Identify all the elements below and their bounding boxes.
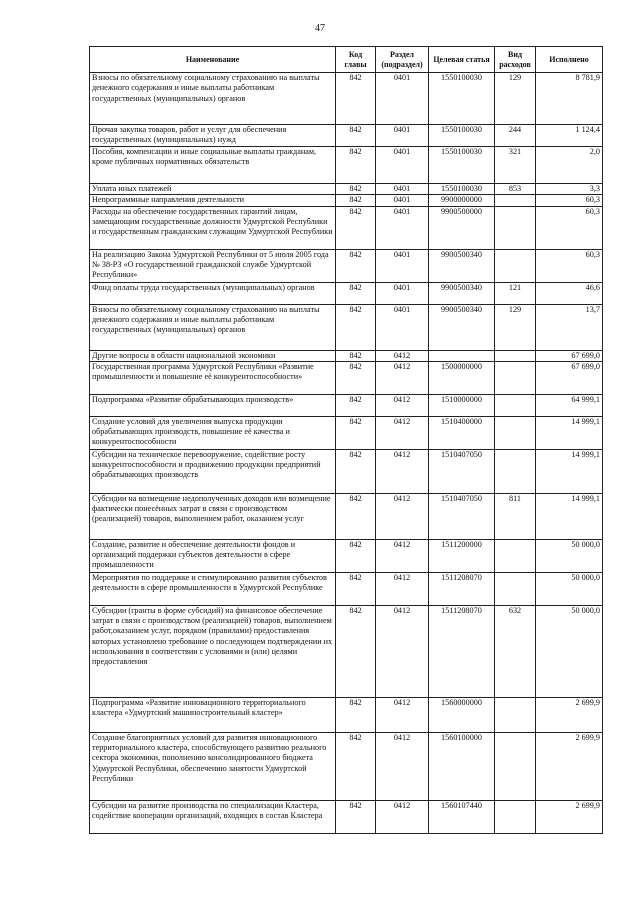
row-amount: 67 699,0 bbox=[536, 350, 603, 361]
table-row bbox=[90, 125, 603, 147]
row-article: 9900500340 bbox=[429, 249, 495, 282]
row-code: 842 bbox=[336, 282, 376, 304]
row-name: Непрограммные направления деятельности bbox=[90, 195, 336, 206]
row-amount: 2 699,9 bbox=[536, 732, 603, 800]
row-code: 842 bbox=[336, 697, 376, 732]
table-row bbox=[90, 195, 603, 206]
row-section: 0412 bbox=[376, 449, 429, 493]
row-type bbox=[495, 206, 536, 249]
row-name: Создание благоприятных условий для развития инновационного территориального кластера, способствующего развитию реального сектора экономики, пополнению консолидированного бюджета Удмуртской Республики, обеспечению занятости Удмуртской Республики bbox=[90, 732, 336, 800]
row-type bbox=[495, 800, 536, 833]
table-row bbox=[90, 394, 603, 416]
row-article: 1510400000 bbox=[429, 416, 495, 449]
table-row bbox=[90, 282, 603, 304]
row-section: 0401 bbox=[376, 125, 429, 147]
table-row bbox=[90, 416, 603, 449]
row-section: 0412 bbox=[376, 800, 429, 833]
row-section: 0412 bbox=[376, 361, 429, 394]
row-code: 842 bbox=[336, 605, 376, 697]
row-code: 842 bbox=[336, 206, 376, 249]
row-code: 842 bbox=[336, 416, 376, 449]
row-type: 244 bbox=[495, 125, 536, 147]
row-name: Пособия, компенсации и иные социальные выплаты гражданам, кроме публичных нормативных обязательств bbox=[90, 147, 336, 184]
row-name: Субсидии (гранты в форме субсидий) на финансовое обеспечение затрат в связи с производством (реализацией) товаров, выполнением работ,оказанием услуг, порядком (правилами) предоставления которых установлено требование о последующем подтверждении их использования в соответствии с условиями и (или) целями предоставления bbox=[90, 605, 336, 697]
row-name: Субсидии на техническое перевооружение, содействие росту конкурентоспособности и продвижению продукции предприятий обрабатывающих производств bbox=[90, 449, 336, 493]
row-name: Создание условий для увеличения выпуска продукции обрабатывающих производств, повышение её качества и конкурентоспособности bbox=[90, 416, 336, 449]
table-row bbox=[90, 249, 603, 282]
row-name: Подпрограмма «Развитие обрабатывающих производств» bbox=[90, 394, 336, 416]
row-code: 842 bbox=[336, 195, 376, 206]
row-code: 842 bbox=[336, 732, 376, 800]
row-amount: 1 124,4 bbox=[536, 125, 603, 147]
row-article: 1510000000 bbox=[429, 394, 495, 416]
header-name: Наименование bbox=[90, 47, 336, 73]
table-header-row bbox=[90, 47, 603, 73]
row-amount: 8 781,9 bbox=[536, 73, 603, 125]
header-section: Раздел (подраздел) bbox=[376, 47, 429, 73]
table-row bbox=[90, 147, 603, 184]
row-type: 853 bbox=[495, 184, 536, 195]
row-type: 321 bbox=[495, 147, 536, 184]
row-code: 842 bbox=[336, 304, 376, 350]
row-name: Подпрограмма «Развитие инновационного территориального кластера «Удмуртский машиностроительный кластер» bbox=[90, 697, 336, 732]
row-article: 9900000000 bbox=[429, 195, 495, 206]
row-name: Фонд оплаты труда государственных (муниципальных) органов bbox=[90, 282, 336, 304]
row-article: 1550100030 bbox=[429, 147, 495, 184]
row-article: 1510407050 bbox=[429, 493, 495, 539]
table-row bbox=[90, 800, 603, 833]
row-section: 0412 bbox=[376, 732, 429, 800]
row-section: 0401 bbox=[376, 73, 429, 125]
row-amount: 2,0 bbox=[536, 147, 603, 184]
table-row bbox=[90, 572, 603, 605]
row-article: 1511208070 bbox=[429, 572, 495, 605]
table-row bbox=[90, 304, 603, 350]
table-row bbox=[90, 697, 603, 732]
table-row bbox=[90, 493, 603, 539]
row-name: Расходы на обеспечение государственных гарантий лицам, замещающим государственные должности Удмуртской Республики и государственным гражданским служащим Удмуртской Республики bbox=[90, 206, 336, 249]
row-name: На реализацию Закона Удмуртской Республики от 5 июля 2005 года № 38-РЗ «О государственной гражданской службе Удмуртской Республики» bbox=[90, 249, 336, 282]
row-amount: 46,6 bbox=[536, 282, 603, 304]
table-row bbox=[90, 350, 603, 361]
table-row bbox=[90, 449, 603, 493]
row-section: 0412 bbox=[376, 394, 429, 416]
row-name: Другие вопросы в области национальной экономики bbox=[90, 350, 336, 361]
row-article bbox=[429, 350, 495, 361]
row-name: Государственная программа Удмуртской Республики «Развитие промышленности и повышение её конкурентоспособности» bbox=[90, 361, 336, 394]
row-amount: 3,3 bbox=[536, 184, 603, 195]
row-type: 811 bbox=[495, 493, 536, 539]
row-code: 842 bbox=[336, 572, 376, 605]
row-type bbox=[495, 572, 536, 605]
row-article: 1550100030 bbox=[429, 184, 495, 195]
row-name: Мероприятия по поддержке и стимулированию развития субъектов деятельности в сфере промышленности в Удмуртской Республике bbox=[90, 572, 336, 605]
row-type: 129 bbox=[495, 73, 536, 125]
row-code: 842 bbox=[336, 184, 376, 195]
row-code: 842 bbox=[336, 394, 376, 416]
row-article: 9900500340 bbox=[429, 304, 495, 350]
page-number: 47 bbox=[315, 23, 325, 34]
row-type bbox=[495, 361, 536, 394]
header-article: Целевая статья bbox=[429, 47, 495, 73]
row-article: 1550100030 bbox=[429, 73, 495, 125]
row-name: Субсидии на развитие производства по специализации Кластера, содействие кооперации организаций, входящих в состав Кластера bbox=[90, 800, 336, 833]
header-amount: Исполнено bbox=[536, 47, 603, 73]
expenditure-table bbox=[89, 46, 603, 834]
row-code: 842 bbox=[336, 147, 376, 184]
row-section: 0412 bbox=[376, 572, 429, 605]
row-section: 0412 bbox=[376, 697, 429, 732]
row-type: 632 bbox=[495, 605, 536, 697]
row-article: 9900500340 bbox=[429, 282, 495, 304]
row-section: 0412 bbox=[376, 493, 429, 539]
header-type: Вид расходов bbox=[495, 47, 536, 73]
row-article: 1560100000 bbox=[429, 732, 495, 800]
table-row bbox=[90, 184, 603, 195]
row-name: Взносы по обязательному социальному страхованию на выплаты денежного содержания и иные выплаты работникам государственных (муниципальных) органов bbox=[90, 304, 336, 350]
row-code: 842 bbox=[336, 125, 376, 147]
header-code: Код главы bbox=[336, 47, 376, 73]
row-section: 0401 bbox=[376, 147, 429, 184]
table-row bbox=[90, 206, 603, 249]
row-type bbox=[495, 449, 536, 493]
row-amount: 14 999,1 bbox=[536, 449, 603, 493]
row-code: 842 bbox=[336, 350, 376, 361]
row-name: Субсидии на возмещение недополученных доходов или возмещение фактически понесённых затрат в связи с производством (реализацией) товаров, выполнением работ, оказанием услуг bbox=[90, 493, 336, 539]
row-article: 1511200000 bbox=[429, 539, 495, 572]
row-amount: 60,3 bbox=[536, 195, 603, 206]
row-name: Создание, развитие и обеспечение деятельности фондов и организаций поддержки субъектов деятельности в сфере промышленности bbox=[90, 539, 336, 572]
row-amount: 50 000,0 bbox=[536, 572, 603, 605]
table-row bbox=[90, 361, 603, 394]
row-code: 842 bbox=[336, 493, 376, 539]
row-type bbox=[495, 416, 536, 449]
row-code: 842 bbox=[336, 73, 376, 125]
row-type bbox=[495, 394, 536, 416]
row-section: 0401 bbox=[376, 304, 429, 350]
row-article: 9900500000 bbox=[429, 206, 495, 249]
row-section: 0401 bbox=[376, 195, 429, 206]
row-article: 1560107440 bbox=[429, 800, 495, 833]
row-amount: 60,3 bbox=[536, 206, 603, 249]
row-article: 1550100030 bbox=[429, 125, 495, 147]
row-code: 842 bbox=[336, 539, 376, 572]
row-code: 842 bbox=[336, 249, 376, 282]
row-name: Уплата иных платежей bbox=[90, 184, 336, 195]
row-amount: 50 000,0 bbox=[536, 539, 603, 572]
row-amount: 67 699,0 bbox=[536, 361, 603, 394]
row-name: Взносы по обязательному социальному страхованию на выплаты денежного содержания и иные выплаты работникам государственных (муниципальных) органов bbox=[90, 73, 336, 125]
row-type bbox=[495, 249, 536, 282]
table-row bbox=[90, 73, 603, 125]
row-amount: 2 699,9 bbox=[536, 800, 603, 833]
row-article: 1510407050 bbox=[429, 449, 495, 493]
row-type bbox=[495, 195, 536, 206]
table-row bbox=[90, 605, 603, 697]
row-code: 842 bbox=[336, 449, 376, 493]
row-type: 129 bbox=[495, 304, 536, 350]
row-section: 0401 bbox=[376, 206, 429, 249]
row-section: 0401 bbox=[376, 282, 429, 304]
row-code: 842 bbox=[336, 800, 376, 833]
row-article: 1511208070 bbox=[429, 605, 495, 697]
row-amount: 13,7 bbox=[536, 304, 603, 350]
row-type bbox=[495, 732, 536, 800]
row-section: 0412 bbox=[376, 416, 429, 449]
row-article: 1500000000 bbox=[429, 361, 495, 394]
row-section: 0401 bbox=[376, 184, 429, 195]
row-section: 0412 bbox=[376, 605, 429, 697]
row-amount: 60,3 bbox=[536, 249, 603, 282]
row-section: 0412 bbox=[376, 539, 429, 572]
row-amount: 14 999,1 bbox=[536, 416, 603, 449]
row-article: 1560000000 bbox=[429, 697, 495, 732]
row-section: 0412 bbox=[376, 350, 429, 361]
table-row bbox=[90, 539, 603, 572]
row-amount: 50 000,0 bbox=[536, 605, 603, 697]
row-type bbox=[495, 539, 536, 572]
row-section: 0401 bbox=[376, 249, 429, 282]
row-amount: 2 699,9 bbox=[536, 697, 603, 732]
row-amount: 64 999,1 bbox=[536, 394, 603, 416]
row-name: Прочая закупка товаров, работ и услуг для обеспечения государственных (муниципальных) нужд bbox=[90, 125, 336, 147]
row-amount: 14 999,1 bbox=[536, 493, 603, 539]
row-type bbox=[495, 350, 536, 361]
row-type: 121 bbox=[495, 282, 536, 304]
row-type bbox=[495, 697, 536, 732]
row-code: 842 bbox=[336, 361, 376, 394]
table-row bbox=[90, 732, 603, 800]
